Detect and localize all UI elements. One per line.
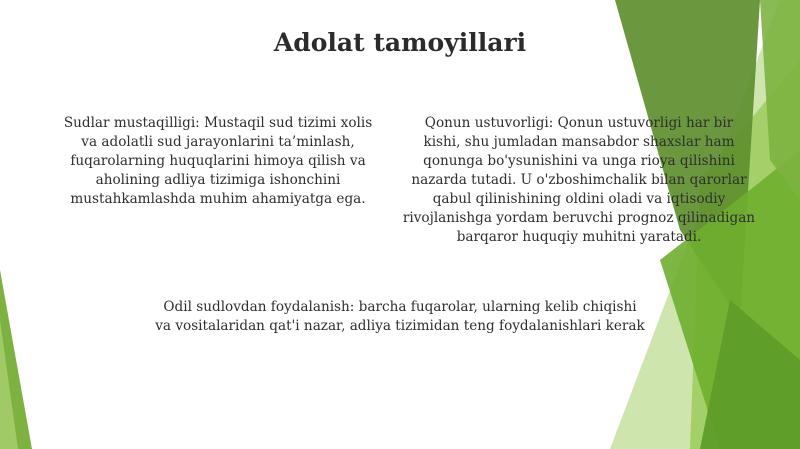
slide-title: Adolat tamoyillari <box>273 28 527 57</box>
text-block-rule-of-law: Qonun ustuvorligi: Qonun ustuvorligi har bir kishi, shu jumladan mansabdor shaxslar ham qonunga bo'ysunishini va unga rioya qilishini nazarda tutadi. U o'zboshimchalik bilan qarorlar qabul qilinishining oldini oladi va iqtisodiy rivojlanishga yordam beruvchi prognoz qilinadigan barqaror huquqiy muhitni yaratadi. <box>402 115 756 245</box>
text-block-judicial-independence: Sudlar mustaqilligi: Mustaqil sud tizimi xolis va adolatli sud jarayonlarini ta’minlash, fuqarolarning huquqlarini himoya qilish va aholining adliya tizimiga ishonchini mustahkamlashda muhim ahamiyatga ega. <box>63 115 373 207</box>
text-block-access-to-justice: Odil sudlovdan foydalanish: barcha fuqarolar, ularning kelib chiqishi va vositalaridan qat'i nazar, adliya tizimidan teng foydalanishlari kerak <box>155 299 645 334</box>
